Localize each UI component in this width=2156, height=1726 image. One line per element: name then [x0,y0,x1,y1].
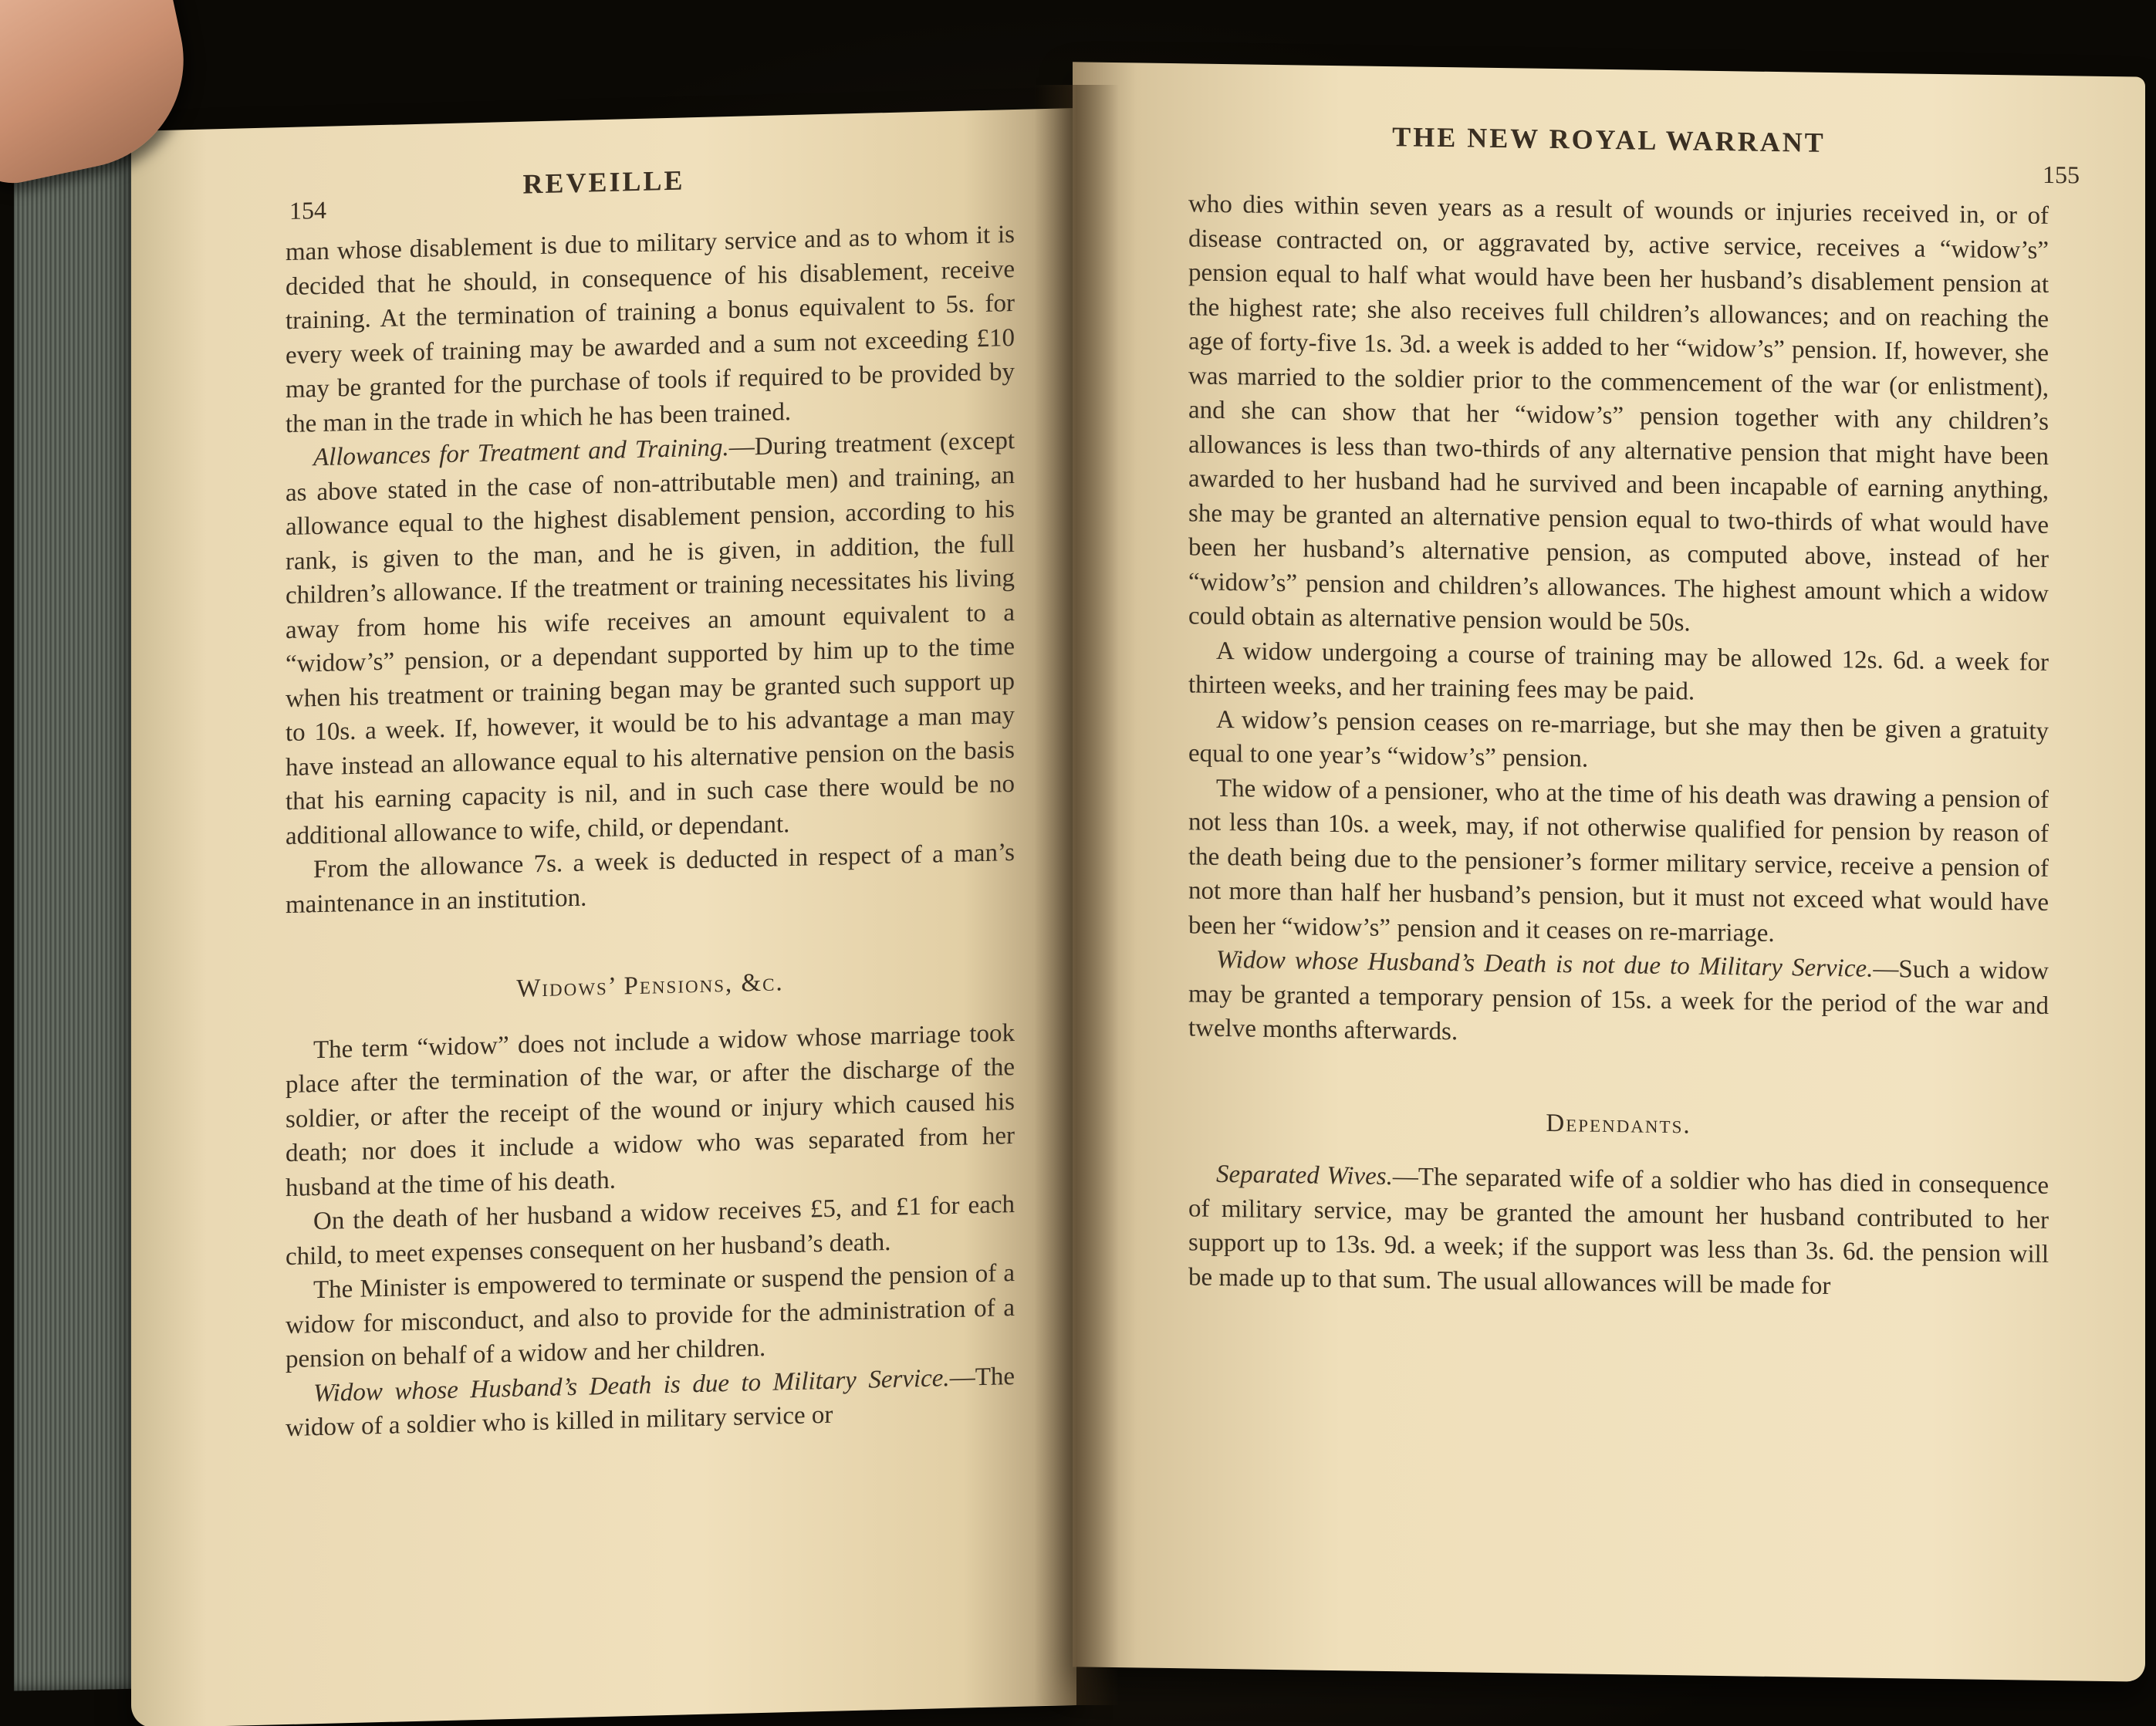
running-head: THE NEW ROYAL WARRANT [1392,121,1826,158]
para-lead: Allowances for Treatment and Training. [313,434,729,472]
para-text: The widow of a pensioner, who at the time of his death was drawing a pension of not less than 10s. a week, may, if not otherwise qualified for pension by reason of the death being due to the pensioner’s former military service, receive a pension of not more than half her husband’s pension, but it must not exceed what would have been her “widow’s” pension and it ceases on re-marriage. [1188,774,2049,947]
section-heading: Widows’ Pensions, &c. [516,968,784,1003]
para-text: From the allowance 7s. a week is deducted in respect of a man’s maintenance in an institution. [286,838,1015,919]
para-lead: Separated Wives. [1216,1160,1393,1191]
paragraph [286,218,1015,441]
para-lead: Widow whose Husband’s Death is not due to Military Service. [1216,945,1874,983]
paragraph [1188,771,2049,954]
paragraph [286,424,1015,853]
para-text: who dies within seven years as a result of wounds or injuries received in, or of disease contracted on, or aggravated by, active service, receives a “widow’s” pension equal to half what would have been her husband’s disablement pension at the highest rate; she also receives full children’s allowances; and on reaching the age of forty-five 1s. 3d. a week is added to her “widow’s” pension. If, however, she was married to the soldier prior to the commencement of the war (or enlistment), and she can show that her “widow’s” pension together with any children’s allowances is less than two-thirds of any alternative pension that might have been awarded to her husband had he survived and been incapable of earning anything, she may be granted an alternative pension equal to two-thirds of what would have been her husband’s alternative pension, as computed above, instead of her “widow’s” pension and children’s allowances. The highest amount which a widow could obtain as alternative pension would be 50s. [1188,190,2049,637]
paragraph [1188,1157,2049,1306]
paragraph [1188,187,2049,645]
para-text: —The widow of a soldier who is killed in military service or [286,1362,1015,1443]
page-edges [14,154,145,1691]
para-text: The Minister is empowered to terminate or suspend the pension of a widow for misconduct, and also to provide for the administration of a pension on behalf of a widow and her children. [286,1258,1015,1374]
left-page [131,108,1076,1726]
left-text [286,218,1015,1446]
paragraph [286,1015,1015,1205]
section-heading: Dependants. [1546,1109,1691,1139]
book-gutter [1034,85,1119,1705]
page-number: 155 [2043,160,2080,189]
para-lead: Widow whose Husband’s Death is due to Military Service. [313,1363,950,1407]
para-text: A widow’s pension ceases on re-marriage, but she may then be given a gratuity equal to one year’s “widow’s” pension. [1188,705,2049,773]
paragraph [1188,702,2049,783]
para-text: A widow undergoing a course of training may be allowed 12s. 6d. a week for thirteen weeks, and her training fees may be paid. [1188,637,2049,706]
para-text: —Such a widow may be granted a temporary pension of 15s. a week for the period of the war and twelve months afterwards. [1188,954,2049,1046]
para-text: man whose disablement is due to military service and as to whom it is decided that he should, in consequence of his disablement, receive training. At the termination of training a bonus equivalent to 5s. for every week of training may be awarded and a sum not exceeding £10 may be granted for the purchase of tools if required to be provided by the man in the trade in which he has been trained. [286,220,1015,438]
right-text [1188,187,2049,1306]
running-head: REVEILLE [522,164,685,200]
paragraph [286,1256,1015,1377]
para-text: The term “widow” does not include a widow whose marriage took place after the termination of the war, or after the discharge of the soldier, or after the receipt of the wound or injury which caused his death; nor does it include a widow who was separated from her husband at the time of his death. [286,1018,1015,1202]
paragraph [1188,942,2049,1057]
right-page [1073,62,2145,1681]
para-text: —The separated wife of a soldier who has died in consequence of military service, may be granted the amount her husband contributed to her support up to 13s. 9d. a week; if the support was less than 3s. 6d. the pension will be made up to that sum. The usual allowances will be made for [1188,1163,2049,1300]
para-text: —During treatment (except as above stated in the case of non-attributable men) and training, an allowance equal to the highest disablement pension, according to his rank, is given to the man, and he is given, in addition, the full children’s allowance. If the treatment or training necessitates his living away from home his wife receives an amount equivalent to a “widow’s” pension, or a dependant supported by him up to the time when his treatment or training began may be granted such support up to 10s. a week. If, however, it would be to his advantage a man may have instead an allowance equal to his alternative pension on the basis that his earning capacity is nil, and in such case there would be no additional allowance to wife, child, or dependant. [286,426,1015,850]
page-number: 154 [289,195,326,225]
paragraph [1188,633,2049,714]
para-text: On the death of her husband a widow receives £5, and £1 for each child, to meet expenses consequent on her husband’s death. [286,1190,1015,1271]
